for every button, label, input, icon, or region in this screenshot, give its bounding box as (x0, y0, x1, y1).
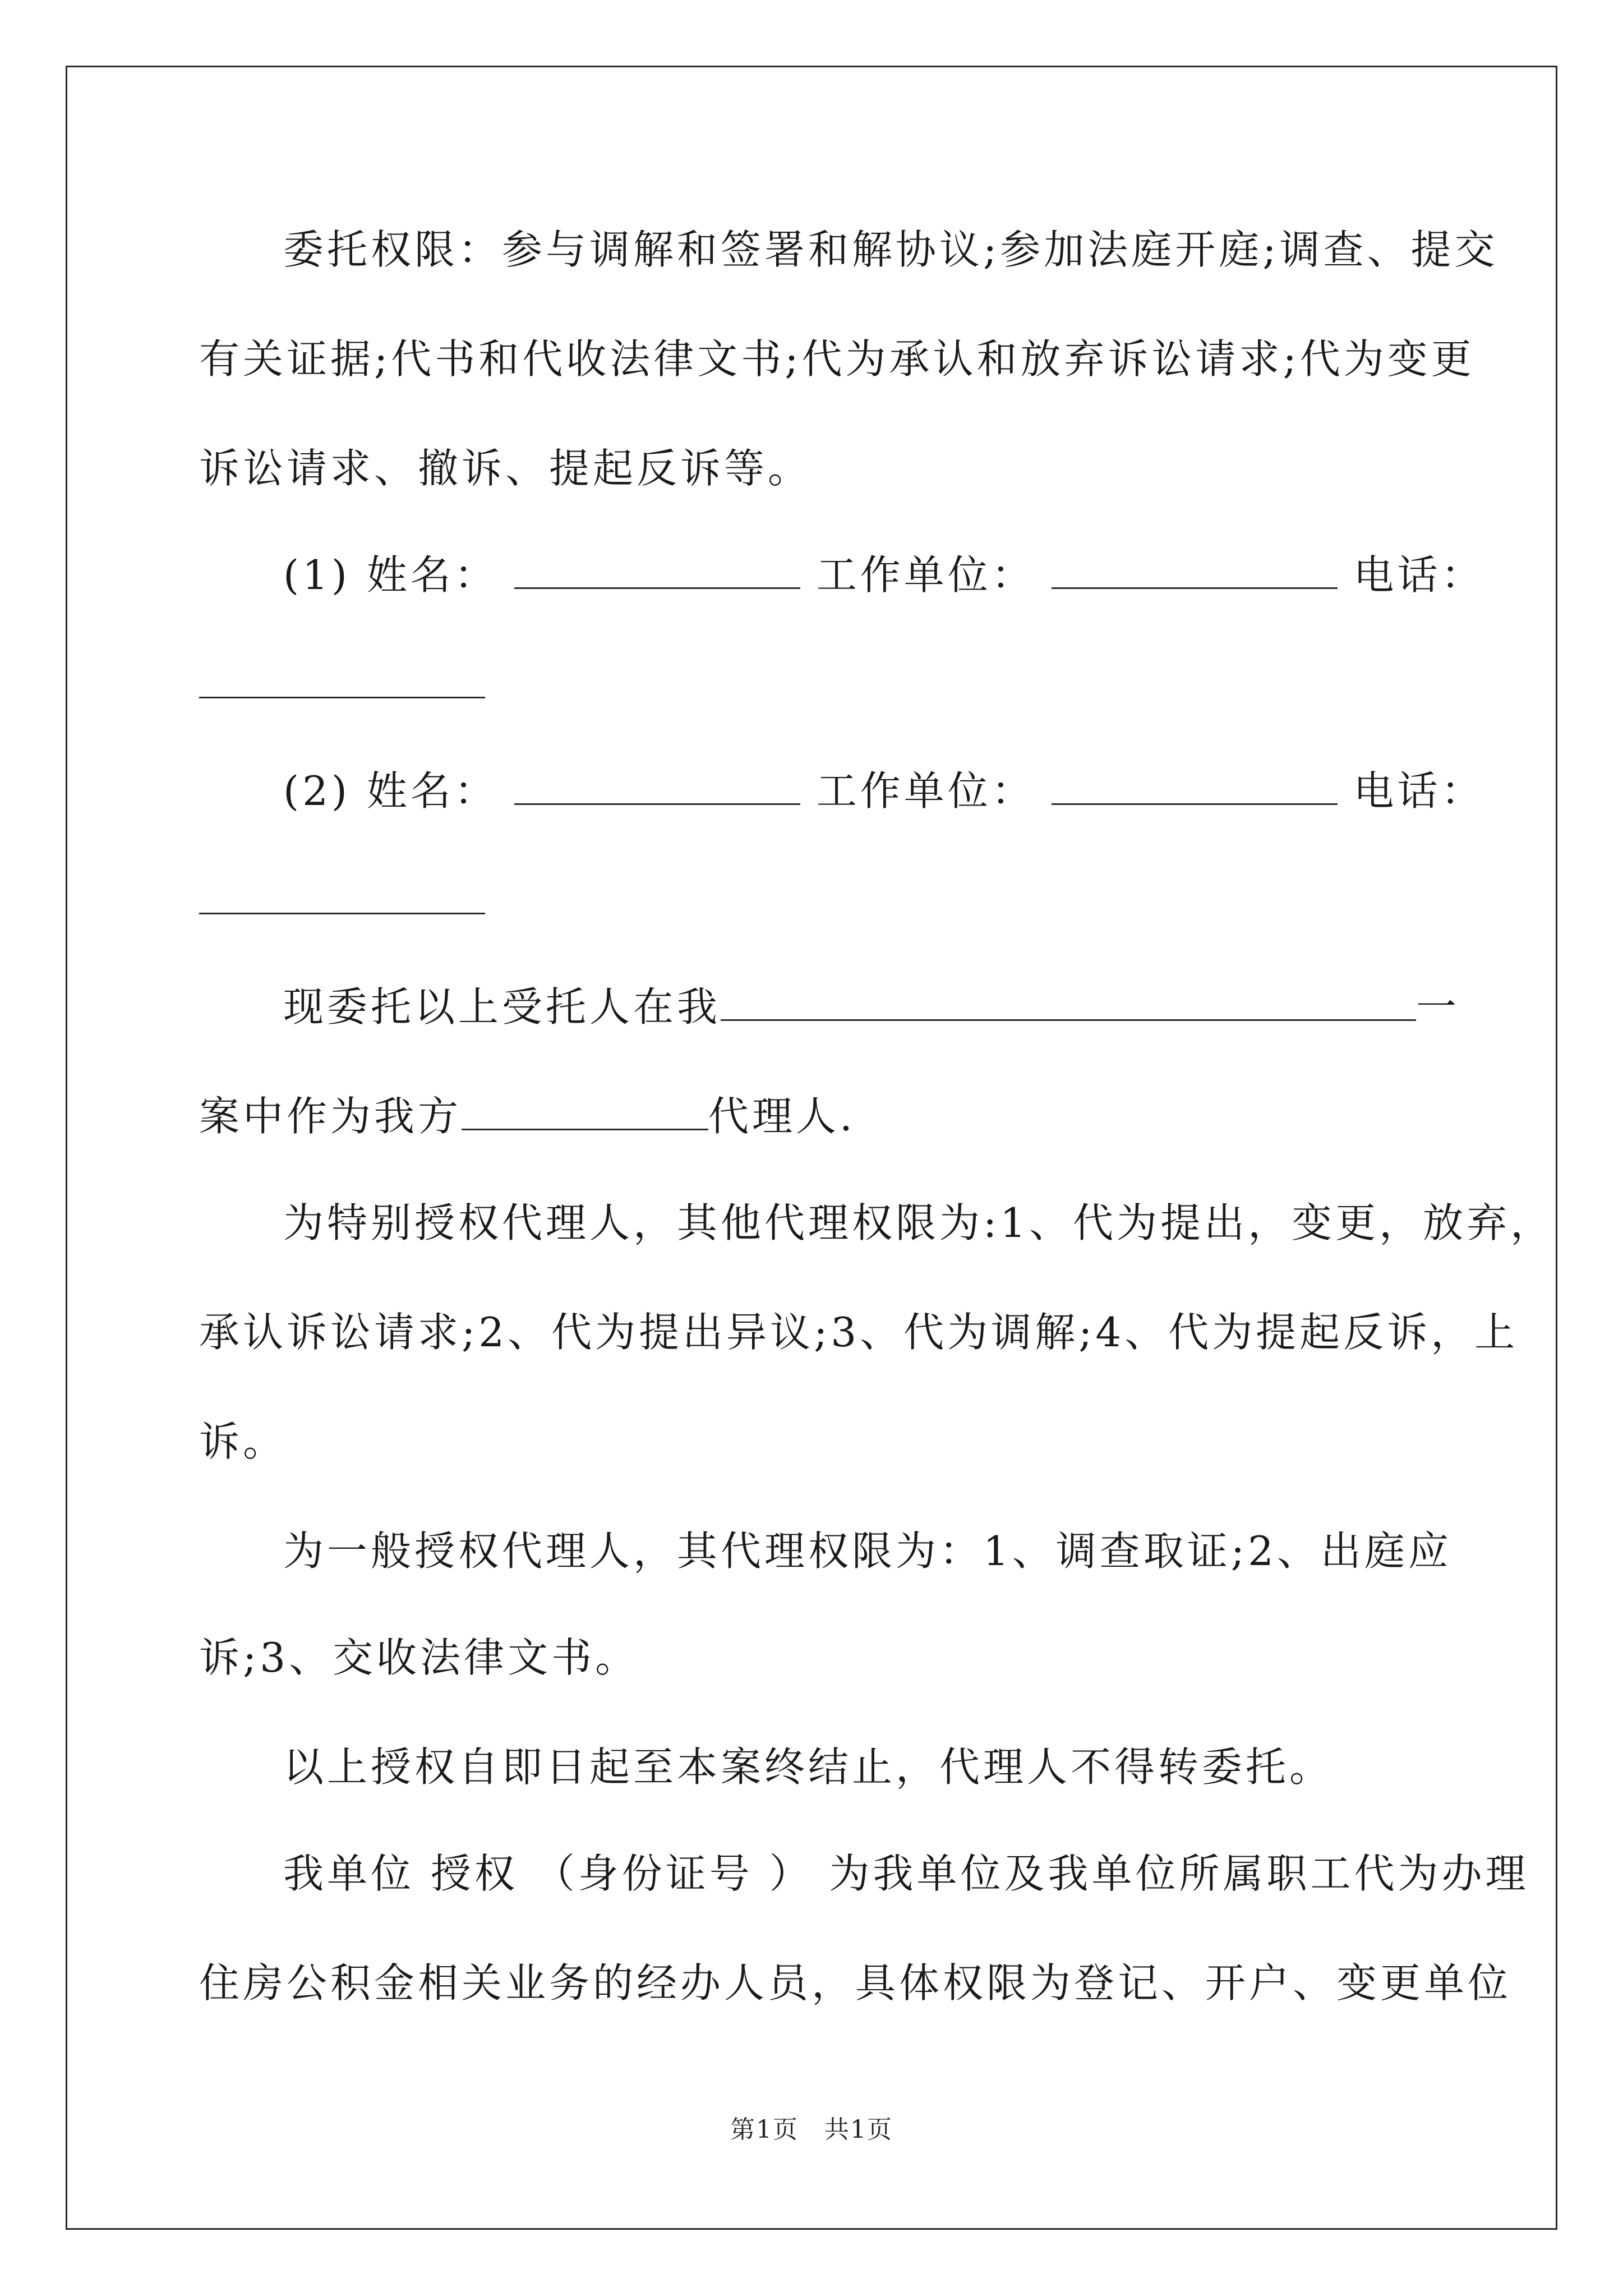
work-unit-blank[interactable] (1052, 548, 1338, 589)
text-line: 为一般授权代理人，其代理权限为：1、调查取证;2、出庭应 (283, 1527, 1452, 1575)
name-label: 姓名： (366, 767, 498, 815)
role-blank[interactable] (462, 1089, 708, 1130)
phone-label: 电话： (1353, 551, 1485, 599)
name-blank[interactable] (514, 548, 800, 589)
text-line: 住房公积金相关业务的经办人员，具体权限为登记、开户、变更单位 (199, 1959, 1512, 2007)
text-line: 诉;3、交收法律文书。 (199, 1634, 639, 1681)
case-blank[interactable] (721, 980, 1416, 1021)
page-footer: 第1页 共1页 (730, 2115, 893, 2144)
text-line: 我单位 授权 （身份证号 ） 为我单位及我单位所属职工代为办理 (283, 1850, 1529, 1897)
phone-label: 电话： (1353, 767, 1485, 815)
agent-1-phone-line (199, 656, 485, 712)
phone-blank[interactable] (199, 657, 485, 698)
agent-1-line (283, 547, 1485, 603)
agent-2-phone-line (199, 872, 485, 928)
text-segment: 代理人. (708, 1093, 856, 1140)
text-segment: 案中作为我方 (199, 1093, 462, 1140)
text-line (199, 1088, 856, 1144)
work-unit-blank[interactable] (1052, 764, 1338, 805)
text-line: 有关证据;代书和代收法律文书;代为承认和放弃诉讼请求;代为变更 (199, 335, 1475, 383)
agent-number: (1) (283, 551, 351, 599)
text-line: 承认诉讼请求;2、代为提出异议;3、代为调解;4、代为提起反诉，上 (199, 1309, 1519, 1356)
phone-blank[interactable] (199, 873, 485, 914)
page-border (66, 66, 1557, 2230)
work-unit-label: 工作单位： (816, 767, 1035, 815)
agent-2-line (283, 763, 1485, 819)
work-unit-label: 工作单位： (816, 551, 1035, 599)
name-blank[interactable] (514, 764, 800, 805)
text-line: 诉讼请求、撤诉、提起反诉等。 (199, 445, 812, 492)
name-label: 姓名： (366, 551, 498, 599)
text-segment: 一 (1416, 983, 1460, 1030)
text-line (283, 979, 1460, 1035)
text-line: 为特别授权代理人，其他代理权限为:1、代为提出，变更，放弃， (283, 1199, 1555, 1246)
text-line: 委托权限：参与调解和签署和解协议;参加法庭开庭;调查、提交 (283, 226, 1498, 273)
text-line: 以上授权自即日起至本案终结止，代理人不得转委托。 (283, 1743, 1334, 1791)
agent-number: (2) (283, 767, 351, 815)
text-segment: 现委托以上受托人在我 (283, 983, 721, 1030)
text-line: 诉。 (199, 1418, 287, 1465)
